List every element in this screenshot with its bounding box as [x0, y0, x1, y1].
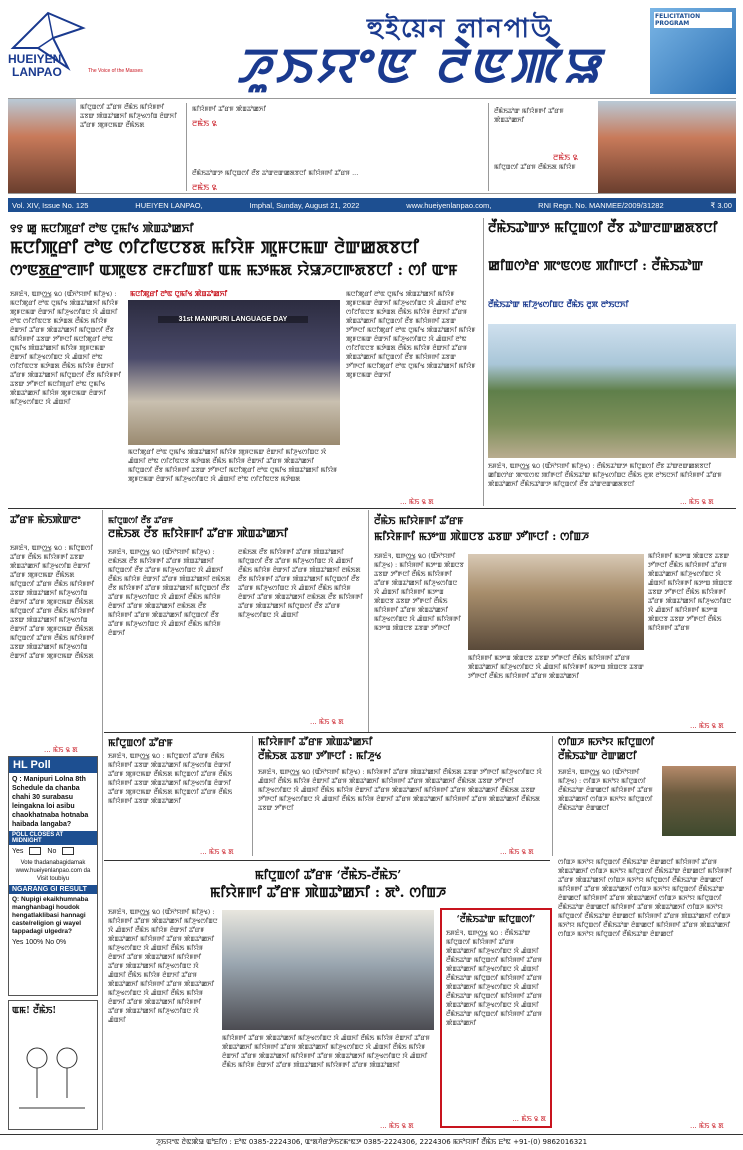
festival-promo: [650, 8, 736, 94]
teaser-2-text: ꯃꯤꯌꯥꯝꯒꯤ ꯊꯧꯔꯝ ꯄꯥꯡꯊꯣꯀꯈꯤ: [192, 105, 266, 113]
right-lead-photo: [488, 324, 736, 458]
bottom-story-continued[interactable]: ... ꯃꯥꯏ ꯲ ꯗ: [380, 1122, 414, 1130]
right-lead-headline-1: ꯂꯩꯃꯥꯏꯊꯣꯛꯇ ꯃꯤꯅꯨꯡꯁꯤ ꯂꯩꯕ ꯊꯣꯛꯂꯛꯀꯗꯕꯅꯤ: [488, 221, 718, 236]
poll-option-yes-checkbox[interactable]: [29, 847, 41, 855]
low-right-headline-1: ꯁꯤꯡꯍ ꯃꯈꯣꯌ ꯃꯤꯅꯨꯡꯁꯤ: [558, 737, 655, 748]
teaser-4-text: ꯂꯩꯃꯥꯏꯊꯣꯛ ꯃꯤꯌꯥꯝꯒꯤ ꯊꯧꯔꯝ ꯄꯥꯡꯊꯣꯀꯈꯤ: [494, 107, 564, 124]
teaser-photo-2: [598, 101, 736, 193]
low-right-photo: [662, 766, 736, 836]
teaser-3-text: ꯂꯩꯃꯥꯏꯊꯣꯛꯇ ꯃꯤꯅꯨꯡꯁꯤ ꯂꯩꯕ ꯊꯣꯛꯂꯛꯀꯗꯕꯅꯤ ꯃꯤꯌꯥꯝꯒꯤ ꯊꯧꯔꯝ ...: [192, 169, 359, 177]
logo-tagline: The Voice of the Masses: [88, 68, 143, 74]
left-brief-headline: ꯊꯧꯔꯝ ꯃꯥꯏꯄꯥꯛꯂꯦ: [10, 515, 81, 526]
low-left-headline: ꯃꯤꯅꯨꯡꯁꯤ ꯊꯧꯔꯝ: [108, 738, 173, 749]
low-right-headline-2: ꯂꯩꯃꯥꯏꯊꯣꯛ ꯂꯥꯛꯀꯅꯤ: [558, 751, 637, 762]
right-mid-continued[interactable]: ... ꯃꯥꯏ ꯲ ꯗ: [690, 722, 724, 730]
bottom-story-kicker: ꯃꯤꯅꯨꯡꯁꯤ ꯊꯧꯔꯝ ‘ꯂꯩꯃꯥꯏ-ꯂꯩꯃꯥꯏ’: [254, 868, 402, 882]
low-center-headline-2: ꯂꯩꯃꯥꯏꯗ ꯊꯕꯛ ꯇꯧꯒꯅꯤ : ꯃꯤꯍꯨꯠ: [258, 751, 382, 762]
teaser-3-ref[interactable]: ꯂꯃꯥꯏ ꯲: [192, 183, 217, 192]
right-mid-col-1: ꯏꯝꯐꯥꯜ, ꯑꯒꯁ꯭ꯠ ꯲꯰ (ꯑꯩꯈꯣꯌꯒꯤ ꯃꯤꯍꯨꯠ) : ꯃꯤꯌꯥꯝꯒꯤ ꯃꯇꯦꯡ ꯄꯥꯡꯅꯕ ꯊꯕꯛ ꯇꯧꯒꯅꯤ ꯂꯩꯃꯥꯏ ꯃꯤꯌꯥꯝꯒꯤ ꯊꯧꯔꯝ ꯄꯥꯡꯊꯣꯀꯈꯤ ꯃꯤꯍꯨꯠꯁꯤꯡꯅ ꯋꯥ ꯉꯥꯡꯈꯤ ꯃꯤꯌꯥꯝꯒꯤ ꯃꯇꯦꯡ ꯄꯥꯡꯅꯕ ꯊꯕꯛ ꯇꯧꯒꯅꯤ ꯂꯩꯃꯥꯏ ꯃꯤꯌꯥꯝꯒꯤ ꯊꯧꯔꯝ ꯄꯥꯡꯊꯣꯀꯈꯤ ꯃꯤꯍꯨꯠꯁꯤꯡꯅ ꯋꯥ ꯉꯥꯡꯈꯤ ꯃꯤꯌꯥꯝꯒꯤ ꯃꯇꯦꯡ ꯄꯥꯡꯅꯕ ꯊꯕꯛ ꯇꯧꯒꯅꯤ: [374, 552, 464, 632]
right-lead-continued[interactable]: ... ꯃꯥꯏ ꯲ ꯗ: [680, 498, 714, 506]
right-mid-headline: ꯃꯤꯌꯥꯝꯒꯤ ꯃꯇꯦꯡ ꯄꯥꯡꯅꯕ ꯊꯕꯛ ꯇꯧꯒꯅꯤ : ꯁꯤꯡꯍ: [374, 530, 590, 543]
lead-continued[interactable]: ... ꯃꯥꯏ ꯲ ꯗ: [400, 498, 434, 506]
poll-closes: POLL CLOSES AT MIDNIGHT: [9, 831, 97, 845]
lead-headline-2: ꯁꯦꯟꯗ꯭ꯔꯦꯂꯒꯤ ꯑꯄꯨꯟꯕ ꯂꯝꯖꯤꯡꯕꯤ ꯑꯃ ꯃꯇꯃꯗ ꯌꯥꯎꯍꯅꯒꯗꯕꯅꯤ : ꯁꯤ ꯑꯦꯝ: [10, 261, 458, 279]
bottom-right-continued[interactable]: ... ꯃꯥꯏ ꯲ ꯗ: [512, 1115, 546, 1123]
low-center-dateline: ꯏꯝꯐꯥꯜ, ꯑꯒꯁ꯭ꯠ ꯲꯰ (ꯑꯩꯈꯣꯌꯒꯤ ꯃꯤꯍꯨꯠ) :: [258, 768, 365, 776]
right-mid-kicker: ꯂꯩꯃꯥꯏ ꯃꯤꯌꯥꯝꯒꯤ ꯊꯧꯔꯝ: [374, 516, 464, 527]
lead-photo: [128, 300, 340, 445]
mid-story-headline: ꯂꯃꯥꯏꯗ ꯂꯩꯕ ꯃꯤꯌꯥꯝꯒꯤ ꯊꯧꯔꯝ ꯄꯥꯡꯊꯣꯀꯈꯤ: [108, 527, 288, 540]
lead-body-col-1: ꯏꯝꯐꯥꯜ, ꯑꯒꯁ꯭ꯠ ꯲꯰ (ꯑꯩꯈꯣꯌꯒꯤ ꯃꯤꯍꯨꯠ) : ꯃꯅꯤꯄꯨꯔꯤ ꯂꯣꯟ ꯅꯨꯃꯤꯠ ꯄꯥꯡꯊꯣꯀꯈꯤ ꯃꯤꯌꯥꯝ ꯄꯨꯝꯅꯃꯛ ꯂꯥꯛꯈꯤ ꯃꯤꯍꯨꯠꯁꯤꯡꯅ ꯋꯥ ꯉꯥꯡꯈꯤ ꯂꯣꯟ ꯁꯤꯖꯤꯟꯅꯕ ꯃꯇꯥꯡꯗ ꯂꯩꯃꯥꯏ ꯃꯤꯌꯥꯝ ꯂꯥꯛꯈꯤ ꯊꯧꯔꯝ ꯄꯥꯡꯊꯣꯀꯈꯤ ꯃꯤꯅꯨꯡꯁꯤ ꯂꯩꯕ ꯃꯤꯌꯥꯝꯒꯤ ꯊꯕꯛ ꯇꯧꯒꯅꯤ ꯃꯅꯤꯄꯨꯔꯤ ꯂꯣꯟ ꯅꯨꯃꯤꯠ ꯄꯥꯡꯊꯣꯀꯈꯤ ꯃꯤꯌꯥꯝ ꯄꯨꯝꯅꯃꯛ ꯂꯥꯛꯈꯤ ꯃꯤꯍꯨꯠꯁꯤꯡꯅ ꯋꯥ ꯉꯥꯡꯈꯤ ꯂꯣꯟ ꯁꯤꯖꯤꯟꯅꯕ ꯃꯇꯥꯡꯗ ꯂꯩꯃꯥꯏ ꯃꯤꯌꯥꯝ ꯂꯥꯛꯈꯤ ꯊꯧꯔꯝ ꯄꯥꯡꯊꯣꯀꯈꯤ ꯃꯤꯅꯨꯡꯁꯤ ꯂꯩꯕ ꯃꯤꯌꯥꯝꯒꯤ ꯊꯕꯛ ꯇꯧꯒꯅꯤ ꯃꯅꯤꯄꯨꯔꯤ ꯂꯣꯟ ꯅꯨꯃꯤꯠ ꯄꯥꯡꯊꯣꯀꯈꯤ ꯃꯤꯌꯥꯝ ꯄꯨꯝꯅꯃꯛ ꯂꯥꯛꯈꯤ ꯃꯤꯍꯨꯠꯁꯤꯡꯅ ꯋꯥ ꯉꯥꯡꯈꯤ: [10, 290, 121, 406]
teaser-5-text: ꯃꯤꯅꯨꯡꯁꯤ ꯊꯧꯔꯝ ꯂꯩꯃꯥꯏꯗ ꯃꯤꯌꯥꯝ: [494, 163, 576, 171]
bottom-story-col-1: ꯏꯝꯐꯥꯜ, ꯑꯒꯁ꯭ꯠ ꯲꯰ (ꯑꯩꯈꯣꯌꯒꯤ ꯃꯤꯍꯨꯠ) : ꯃꯤꯌꯥꯝꯒꯤ ꯊꯧꯔꯝ ꯄꯥꯡꯊꯣꯀꯈꯤ ꯃꯤꯍꯨꯠꯁꯤꯡꯅ ꯋꯥ ꯉꯥꯡꯈꯤ ꯂꯩꯃꯥꯏ ꯃꯤꯌꯥꯝ ꯂꯥꯛꯈꯤ ꯊꯧꯔꯝ ꯄꯥꯡꯊꯣꯀꯈꯤ ꯃꯤꯌꯥꯝꯒꯤ ꯊꯧꯔꯝ ꯄꯥꯡꯊꯣꯀꯈꯤ ꯃꯤꯍꯨꯠꯁꯤꯡꯅ ꯋꯥ ꯉꯥꯡꯈꯤ ꯂꯩꯃꯥꯏ ꯃꯤꯌꯥꯝ ꯂꯥꯛꯈꯤ ꯊꯧꯔꯝ ꯄꯥꯡꯊꯣꯀꯈꯤ ꯃꯤꯌꯥꯝꯒꯤ ꯊꯧꯔꯝ ꯄꯥꯡꯊꯣꯀꯈꯤ ꯃꯤꯍꯨꯠꯁꯤꯡꯅ ꯋꯥ ꯉꯥꯡꯈꯤ ꯂꯩꯃꯥꯏ ꯃꯤꯌꯥꯝ ꯂꯥꯛꯈꯤ ꯊꯧꯔꯝ ꯄꯥꯡꯊꯣꯀꯈꯤ ꯃꯤꯌꯥꯝꯒꯤ ꯊꯧꯔꯝ ꯄꯥꯡꯊꯣꯀꯈꯤ ꯃꯤꯍꯨꯠꯁꯤꯡꯅ ꯋꯥ ꯉꯥꯡꯈꯤ ꯂꯩꯃꯥꯏ ꯃꯤꯌꯥꯝ ꯂꯥꯛꯈꯤ ꯊꯧꯔꯝ ꯄꯥꯡꯊꯣꯀꯈꯤ ꯃꯤꯌꯥꯝꯒꯤ ꯊꯧꯔꯝ ꯄꯥꯡꯊꯣꯀꯈꯤ ꯃꯤꯍꯨꯠꯁꯤꯡꯅ ꯋꯥ ꯉꯥꯡꯈꯤ: [108, 908, 218, 1024]
cartoon-title: ꯑꯃ! ꯂꯩꯃꯥꯏ!: [12, 1006, 57, 1016]
poll-result-values: Yes 100% No 0%: [12, 939, 67, 946]
low-center-body: ꯏꯝꯐꯥꯜ, ꯑꯒꯁ꯭ꯠ ꯲꯰ (ꯑꯩꯈꯣꯌꯒꯤ ꯃꯤꯍꯨꯠ) : ꯃꯤꯌꯥꯝꯒꯤ ꯊꯧꯔꯝ ꯄꯥꯡꯊꯣꯀꯈꯤ ꯂꯩꯃꯥꯏꯗ ꯊꯕꯛ ꯇꯧꯒꯅꯤ ꯃꯤꯍꯨꯠꯁꯤꯡꯅ ꯋꯥ ꯉꯥꯡꯈꯤ ꯂꯩꯃꯥꯏ ꯃꯤꯌꯥꯝ ꯂꯥꯛꯈꯤ ꯊꯧꯔꯝ ꯄꯥꯡꯊꯣꯀꯈꯤ ꯃꯤꯌꯥꯝꯒꯤ ꯊꯧꯔꯝ ꯄꯥꯡꯊꯣꯀꯈꯤ ꯂꯩꯃꯥꯏꯗ ꯊꯕꯛ ꯇꯧꯒꯅꯤ ꯃꯤꯍꯨꯠꯁꯤꯡꯅ ꯋꯥ ꯉꯥꯡꯈꯤ ꯂꯩꯃꯥꯏ ꯃꯤꯌꯥꯝ ꯂꯥꯛꯈꯤ ꯊꯧꯔꯝ ꯄꯥꯡꯊꯣꯀꯈꯤ ꯃꯤꯌꯥꯝꯒꯤ ꯊꯧꯔꯝ ꯄꯥꯡꯊꯣꯀꯈꯤ ꯂꯩꯃꯥꯏꯗ ꯊꯕꯛ ꯇꯧꯒꯅꯤ ꯃꯤꯍꯨꯠꯁꯤꯡꯅ ꯋꯥ ꯉꯥꯡꯈꯤ ꯂꯩꯃꯥꯏ ꯃꯤꯌꯥꯝ ꯂꯥꯛꯈꯤ ꯊꯧꯔꯝ ꯄꯥꯡꯊꯣꯀꯈꯤ ꯃꯤꯌꯥꯝꯒꯤ ꯊꯧꯔꯝ ꯄꯥꯡꯊꯣꯀꯈꯤ ꯂꯩꯃꯥꯏꯗ ꯊꯕꯛ ꯇꯧꯒꯅꯤ: [258, 768, 542, 812]
bottom-right-headline: ‘ꯂꯩꯃꯥꯏꯊꯣꯛ ꯃꯤꯅꯨꯡꯁꯤ’: [456, 915, 536, 925]
right-mid-photo: [468, 554, 644, 650]
lead-kicker: ꯱꯱ ꯀꯨ ꯃꯅꯤꯄꯨꯔꯤ ꯂꯣꯟ ꯅꯨꯃꯤꯠ ꯄꯥꯡꯊꯣꯀꯈꯤ: [10, 222, 194, 235]
poll-result-title: NGARANG GI RESULT: [9, 885, 97, 894]
poll-question: Q : Manipuri Lolna 8th Schedule da chanba chahi 30 surabasu leingakna loi asibu chaokhatnaba hotnaba haibada langaba?: [12, 776, 89, 828]
website-link[interactable]: www.hueiyenlanpao.com,: [406, 200, 492, 210]
low-left-body: ꯏꯝꯐꯥꯜ, ꯑꯒꯁ꯭ꯠ ꯲꯰ : ꯃꯤꯅꯨꯡꯁꯤ ꯊꯧꯔꯝ ꯂꯩꯃꯥꯏ ꯃꯤꯌꯥꯝꯒꯤ ꯊꯕꯛ ꯄꯥꯡꯊꯣꯀꯈꯤ ꯃꯤꯍꯨꯠꯁꯤꯡ ꯂꯥꯛꯈꯤ ꯊꯧꯔꯝ ꯄꯨꯝꯅꯃꯛ ꯂꯩꯃꯥꯏꯗ ꯃꯤꯅꯨꯡꯁꯤ ꯊꯧꯔꯝ ꯂꯩꯃꯥꯏ ꯃꯤꯌꯥꯝꯒꯤ ꯊꯕꯛ ꯄꯥꯡꯊꯣꯀꯈꯤ ꯃꯤꯍꯨꯠꯁꯤꯡ ꯂꯥꯛꯈꯤ ꯊꯧꯔꯝ ꯄꯨꯝꯅꯃꯛ ꯂꯩꯃꯥꯏꯗ ꯃꯤꯅꯨꯡꯁꯤ ꯊꯧꯔꯝ ꯂꯩꯃꯥꯏ ꯃꯤꯌꯥꯝꯒꯤ ꯊꯕꯛ ꯄꯥꯡꯊꯣꯀꯈꯤ: [108, 752, 233, 805]
mid-story-dateline: ꯏꯝꯐꯥꯜ, ꯑꯒꯁ꯭ꯠ ꯲꯰ (ꯑꯩꯈꯣꯌꯒꯤ ꯃꯤꯍꯨꯠ) :: [108, 548, 215, 556]
bottom-story-photo: [222, 910, 434, 1030]
bottom-story-headline: ꯃꯤꯌꯥꯝꯒꯤ ꯊꯧꯔꯝ ꯄꯥꯡꯊꯣꯀꯈꯤ : ꯗꯣ. ꯁꯤꯡꯍ: [209, 885, 447, 901]
bottom-right-box: [440, 908, 552, 1128]
issue-date: Imphal, Sunday, August 21, 2022: [249, 200, 360, 210]
lead-dateline: ꯏꯝꯐꯥꯜ, ꯑꯒꯁ꯭ꯠ ꯲꯰ (ꯑꯩꯈꯣꯌꯒꯤ ꯃꯤꯍꯨꯠ) :: [10, 290, 117, 298]
low-left-dateline: ꯏꯝꯐꯥꯜ, ꯑꯒꯁ꯭ꯠ ꯲꯰ :: [108, 752, 165, 760]
lead-photo-caption: ꯃꯅꯤꯄꯨꯔꯤ ꯂꯣꯟ ꯅꯨꯃꯤꯠ ꯄꯥꯡꯊꯣꯀꯈꯤ: [130, 290, 228, 298]
lead-body-col-3: ꯃꯅꯤꯄꯨꯔꯤ ꯂꯣꯟ ꯅꯨꯃꯤꯠ ꯄꯥꯡꯊꯣꯀꯈꯤ ꯃꯤꯌꯥꯝ ꯄꯨꯝꯅꯃꯛ ꯂꯥꯛꯈꯤ ꯃꯤꯍꯨꯠꯁꯤꯡꯅ ꯋꯥ ꯉꯥꯡꯈꯤ ꯂꯣꯟ ꯁꯤꯖꯤꯟꯅꯕ ꯃꯇꯥꯡꯗ ꯂꯩꯃꯥꯏ ꯃꯤꯌꯥꯝ ꯂꯥꯛꯈꯤ ꯊꯧꯔꯝ ꯄꯥꯡꯊꯣꯀꯈꯤ ꯃꯤꯅꯨꯡꯁꯤ ꯂꯩꯕ ꯃꯤꯌꯥꯝꯒꯤ ꯊꯕꯛ ꯇꯧꯒꯅꯤ ꯃꯅꯤꯄꯨꯔꯤ ꯂꯣꯟ ꯅꯨꯃꯤꯠ ꯄꯥꯡꯊꯣꯀꯈꯤ ꯃꯤꯌꯥꯝ ꯄꯨꯝꯅꯃꯛ ꯂꯥꯛꯈꯤ ꯃꯤꯍꯨꯠꯁꯤꯡꯅ ꯋꯥ ꯉꯥꯡꯈꯤ ꯂꯣꯟ ꯁꯤꯖꯤꯟꯅꯕ ꯃꯇꯥꯡꯗ ꯂꯩꯃꯥꯏ ꯃꯤꯌꯥꯝ ꯂꯥꯛꯈꯤ ꯊꯧꯔꯝ ꯄꯥꯡꯊꯣꯀꯈꯤ ꯃꯤꯅꯨꯡꯁꯤ ꯂꯩꯕ ꯃꯤꯌꯥꯝꯒꯤ ꯊꯕꯛ ꯇꯧꯒꯅꯤ ꯃꯅꯤꯄꯨꯔꯤ ꯂꯣꯟ ꯅꯨꯃꯤꯠ ꯄꯥꯡꯊꯣꯀꯈꯤ ꯃꯤꯌꯥꯝ ꯄꯨꯝꯅꯃꯛ ꯂꯥꯛꯈꯤ: [346, 290, 476, 379]
teaser-photo-1: [8, 99, 76, 193]
right-mid-col-3: ꯃꯤꯌꯥꯝꯒꯤ ꯃꯇꯦꯡ ꯄꯥꯡꯅꯕ ꯊꯕꯛ ꯇꯧꯒꯅꯤ ꯂꯩꯃꯥꯏ ꯃꯤꯌꯥꯝꯒꯤ ꯊꯧꯔꯝ ꯄꯥꯡꯊꯣꯀꯈꯤ ꯃꯤꯍꯨꯠꯁꯤꯡꯅ ꯋꯥ ꯉꯥꯡꯈꯤ ꯃꯤꯌꯥꯝꯒꯤ ꯃꯇꯦꯡ ꯄꯥꯡꯅꯕ ꯊꯕꯛ ꯇꯧꯒꯅꯤ ꯂꯩꯃꯥꯏ ꯃꯤꯌꯥꯝꯒꯤ ꯊꯧꯔꯝ ꯄꯥꯡꯊꯣꯀꯈꯤ ꯃꯤꯍꯨꯠꯁꯤꯡꯅ ꯋꯥ ꯉꯥꯡꯈꯤ ꯃꯤꯌꯥꯝꯒꯤ ꯃꯇꯦꯡ ꯄꯥꯡꯅꯕ ꯊꯕꯛ ꯇꯧꯒꯅꯤ ꯂꯩꯃꯥꯏ ꯃꯤꯌꯥꯝꯒꯤ ꯊꯧꯔꯝ: [648, 552, 733, 632]
poll-option-no-checkbox[interactable]: [62, 847, 74, 855]
rni-number: RNI Regn. No. MANMEE/2009/31282: [538, 200, 664, 210]
teaser-2-ref[interactable]: ꯂꯃꯥꯏ ꯲: [192, 119, 217, 128]
mid-story-col-1: ꯏꯝꯐꯥꯜ, ꯑꯒꯁ꯭ꯠ ꯲꯰ (ꯑꯩꯈꯣꯌꯒꯤ ꯃꯤꯍꯨꯠ) : ꯂꯃꯥꯏꯗ ꯂꯩꯕ ꯃꯤꯌꯥꯝꯒꯤ ꯊꯧꯔꯝ ꯄꯥꯡꯊꯣꯀꯈꯤ ꯃꯤꯅꯨꯡꯁꯤ ꯂꯩꯕ ꯊꯧꯔꯝ ꯃꯤꯍꯨꯠꯁꯤꯡꯅ ꯋꯥ ꯉꯥꯡꯈꯤ ꯂꯩꯃꯥꯏ ꯃꯤꯌꯥꯝ ꯂꯥꯛꯈꯤ ꯊꯧꯔꯝ ꯄꯥꯡꯊꯣꯀꯈꯤ ꯂꯃꯥꯏꯗ ꯂꯩꯕ ꯃꯤꯌꯥꯝꯒꯤ ꯊꯧꯔꯝ ꯄꯥꯡꯊꯣꯀꯈꯤ ꯃꯤꯅꯨꯡꯁꯤ ꯂꯩꯕ ꯊꯧꯔꯝ ꯃꯤꯍꯨꯠꯁꯤꯡꯅ ꯋꯥ ꯉꯥꯡꯈꯤ ꯂꯩꯃꯥꯏ ꯃꯤꯌꯥꯝ ꯂꯥꯛꯈꯤ ꯊꯧꯔꯝ ꯄꯥꯡꯊꯣꯀꯈꯤ ꯂꯃꯥꯏꯗ ꯂꯩꯕ ꯃꯤꯌꯥꯝꯒꯤ ꯊꯧꯔꯝ ꯄꯥꯡꯊꯣꯀꯈꯤ ꯃꯤꯅꯨꯡꯁꯤ ꯂꯩꯕ ꯊꯧꯔꯝ ꯃꯤꯍꯨꯠꯁꯤꯡꯅ ꯋꯥ ꯉꯥꯡꯈꯤ ꯂꯩꯃꯥꯏ ꯃꯤꯌꯥꯝ ꯂꯥꯛꯈꯤ: [108, 548, 231, 637]
footer-contact: ꯍꯨꯏꯌꯦꯟ ꯂꯥꯟꯄꯥꯎ ꯑꯣꯐꯤꯁ : ꯐꯣꯟ 0385-2224306, ꯑꯦꯗꯚꯥꯔꯇꯥꯏꯖꯃꯦꯟꯇ 0385-2224306, 2224306 ꯃꯈꯣꯌꯒꯤ ꯂꯩꯃꯥꯏ ꯐꯣꯟ +91-(0) 9862016321: [0, 1134, 743, 1150]
festival-label: FELICITATION PROGRAM: [654, 12, 732, 28]
bottom-right-dateline: ꯏꯝꯐꯥꯜ, ꯑꯒꯁ꯭ꯠ ꯲꯰ :: [446, 929, 503, 937]
right-lead-deck: ꯂꯩꯃꯥꯏꯊꯣꯛ ꯃꯤꯍꯨꯠꯁꯤꯡꯅ ꯂꯩꯃꯥꯏ ꯂꯨꯞ ꯂꯣꯏꯅꯈꯤ: [488, 300, 629, 309]
cartoon-illustration-icon: [9, 1018, 95, 1118]
poll-option-yes-label: Yes: [12, 847, 24, 855]
mid-story-kicker: ꯃꯤꯅꯨꯡꯁꯤ ꯂꯩꯕ ꯊꯧꯔꯝ: [108, 515, 174, 525]
low-right-continued[interactable]: ... ꯃꯥꯏ ꯲ ꯗ: [690, 1122, 724, 1130]
teaser-1-text: ꯃꯤꯅꯨꯡꯁꯤ ꯊꯧꯔꯝ ꯂꯩꯃꯥꯏ ꯃꯤꯌꯥꯝꯒꯤ ꯊꯕꯛ ꯄꯥꯡꯊꯣꯀꯈꯤ ꯃꯤꯍꯨꯠꯁꯤꯡ ꯂꯥꯛꯈꯤ ꯊꯧꯔꯝ ꯄꯨꯝꯅꯃꯛ ꯂꯩꯃꯥꯏꯗ: [80, 103, 177, 129]
paper-name: HUEIYEN LANPAO,: [135, 200, 203, 210]
logo-name-2: LANPAO: [12, 65, 62, 79]
right-lead-body: ꯏꯝꯐꯥꯜ, ꯑꯒꯁ꯭ꯠ ꯲꯰ (ꯑꯩꯈꯣꯌꯒꯤ ꯃꯤꯍꯨꯠ) : ꯂꯩꯃꯥꯏꯊꯣꯛꯇ ꯃꯤꯅꯨꯡꯁꯤ ꯂꯩꯕ ꯊꯣꯛꯂꯛꯀꯗꯕꯅꯤ ꯀꯤꯡꯁꯣꯔ ꯄꯦꯟꯁꯟ ꯄꯤꯒꯅꯤ ꯂꯩꯃꯥꯏꯊꯣꯛ ꯃꯤꯍꯨꯠꯁꯤꯡꯅ ꯂꯩꯃꯥꯏ ꯂꯨꯞ ꯂꯣꯏꯅꯈꯤ ꯃꯤꯌꯥꯝꯒꯤ ꯊꯧꯔꯝ ꯄꯥꯡꯊꯣꯀꯈꯤ ꯂꯩꯃꯥꯏꯊꯣꯛꯇ ꯃꯤꯅꯨꯡꯁꯤ ꯂꯩꯕ ꯊꯣꯛꯂꯛꯀꯗꯕꯅꯤ: [488, 462, 722, 488]
bottom-story-col-2: ꯃꯤꯌꯥꯝꯒꯤ ꯊꯧꯔꯝ ꯄꯥꯡꯊꯣꯀꯈꯤ ꯃꯤꯍꯨꯠꯁꯤꯡꯅ ꯋꯥ ꯉꯥꯡꯈꯤ ꯂꯩꯃꯥꯏ ꯃꯤꯌꯥꯝ ꯂꯥꯛꯈꯤ ꯊꯧꯔꯝ ꯄꯥꯡꯊꯣꯀꯈꯤ ꯃꯤꯌꯥꯝꯒꯤ ꯊꯧꯔꯝ ꯄꯥꯡꯊꯣꯀꯈꯤ ꯃꯤꯍꯨꯠꯁꯤꯡꯅ ꯋꯥ ꯉꯥꯡꯈꯤ ꯂꯩꯃꯥꯏ ꯃꯤꯌꯥꯝ ꯂꯥꯛꯈꯤ ꯊꯧꯔꯝ ꯄꯥꯡꯊꯣꯀꯈꯤ ꯃꯤꯌꯥꯝꯒꯤ ꯊꯧꯔꯝ ꯄꯥꯡꯊꯣꯀꯈꯤ ꯃꯤꯍꯨꯠꯁꯤꯡꯅ ꯋꯥ ꯉꯥꯡꯈꯤ ꯂꯩꯃꯥꯏ ꯃꯤꯌꯥꯝ ꯂꯥꯛꯈꯤ ꯊꯧꯔꯝ ꯄꯥꯡꯊꯣꯀꯈꯤ ꯃꯤꯌꯥꯝꯒꯤ ꯊꯧꯔꯝ ꯄꯥꯡꯊꯣꯀꯈꯤ: [222, 1034, 430, 1069]
low-center-continued[interactable]: ... ꯃꯥꯏ ꯲ ꯗ: [500, 848, 534, 856]
bottom-right-body: ꯏꯝꯐꯥꯜ, ꯑꯒꯁ꯭ꯠ ꯲꯰ : ꯂꯩꯃꯥꯏꯊꯣꯛ ꯃꯤꯅꯨꯡꯁꯤ ꯃꯤꯌꯥꯝꯒꯤ ꯊꯧꯔꯝ ꯄꯥꯡꯊꯣꯀꯈꯤ ꯃꯤꯍꯨꯠꯁꯤꯡꯅ ꯋꯥ ꯉꯥꯡꯈꯤ ꯂꯩꯃꯥꯏꯊꯣꯛ ꯃꯤꯅꯨꯡꯁꯤ ꯃꯤꯌꯥꯝꯒꯤ ꯊꯧꯔꯝ ꯄꯥꯡꯊꯣꯀꯈꯤ ꯃꯤꯍꯨꯠꯁꯤꯡꯅ ꯋꯥ ꯉꯥꯡꯈꯤ ꯂꯩꯃꯥꯏꯊꯣꯛ ꯃꯤꯅꯨꯡꯁꯤ ꯃꯤꯌꯥꯝꯒꯤ ꯊꯧꯔꯝ ꯄꯥꯡꯊꯣꯀꯈꯤ ꯃꯤꯍꯨꯠꯁꯤꯡꯅ ꯋꯥ ꯉꯥꯡꯈꯤ ꯂꯩꯃꯥꯏꯊꯣꯛ ꯃꯤꯅꯨꯡꯁꯤ ꯃꯤꯌꯥꯝꯒꯤ ꯊꯧꯔꯝ ꯄꯥꯡꯊꯣꯀꯈꯤ ꯃꯤꯍꯨꯠꯁꯤꯡꯅ ꯋꯥ ꯉꯥꯡꯈꯤ ꯂꯩꯃꯥꯏꯊꯣꯛ ꯃꯤꯅꯨꯡꯁꯤ ꯃꯤꯌꯥꯝꯒꯤ ꯊꯧꯔꯝ ꯄꯥꯡꯊꯣꯀꯈꯤ: [446, 929, 543, 1027]
right-mid-dateline: ꯏꯝꯐꯥꯜ, ꯑꯒꯁ꯭ꯠ ꯲꯰ (ꯑꯩꯈꯣꯌꯒꯤ ꯃꯤꯍꯨꯠ) :: [374, 552, 456, 569]
lead-headline-1: ꯃꯅꯤꯄꯨꯔꯤ ꯂꯣꯟ ꯁꯤꯖꯤꯟꯅꯕꯗ ꯃꯤꯌꯥꯝ ꯄꯨꯝꯅꯃꯛ ꯂꯥꯛꯀꯗꯕꯅꯤ: [10, 238, 419, 258]
bottom-story-dateline: ꯏꯝꯐꯥꯜ, ꯑꯒꯁ꯭ꯠ ꯲꯰ (ꯑꯩꯈꯣꯌꯒꯤ ꯃꯤꯍꯨꯠ) :: [108, 908, 215, 916]
left-brief-body: ꯏꯝꯐꯥꯜ, ꯑꯒꯁ꯭ꯠ ꯲꯰ : ꯃꯤꯅꯨꯡꯁꯤ ꯊꯧꯔꯝ ꯂꯩꯃꯥꯏ ꯃꯤꯌꯥꯝꯒꯤ ꯊꯕꯛ ꯄꯥꯡꯊꯣꯀꯈꯤ ꯃꯤꯍꯨꯠꯁꯤꯡ ꯂꯥꯛꯈꯤ ꯊꯧꯔꯝ ꯄꯨꯝꯅꯃꯛ ꯂꯩꯃꯥꯏꯗ ꯃꯤꯅꯨꯡꯁꯤ ꯊꯧꯔꯝ ꯂꯩꯃꯥꯏ ꯃꯤꯌꯥꯝꯒꯤ ꯊꯕꯛ ꯄꯥꯡꯊꯣꯀꯈꯤ ꯃꯤꯍꯨꯠꯁꯤꯡ ꯂꯥꯛꯈꯤ ꯊꯧꯔꯝ ꯄꯨꯝꯅꯃꯛ ꯂꯩꯃꯥꯏꯗ ꯃꯤꯅꯨꯡꯁꯤ ꯊꯧꯔꯝ ꯂꯩꯃꯥꯏ ꯃꯤꯌꯥꯝꯒꯤ ꯊꯕꯛ ꯄꯥꯡꯊꯣꯀꯈꯤ ꯃꯤꯍꯨꯠꯁꯤꯡ ꯂꯥꯛꯈꯤ ꯊꯧꯔꯝ ꯄꯨꯝꯅꯃꯛ ꯂꯩꯃꯥꯏꯗ ꯃꯤꯅꯨꯡꯁꯤ ꯊꯧꯔꯝ ꯂꯩꯃꯥꯏ ꯃꯤꯌꯥꯝꯒꯤ ꯊꯕꯛ ꯄꯥꯡꯊꯣꯀꯈꯤ ꯃꯤꯍꯨꯠꯁꯤꯡ ꯂꯥꯛꯈꯤ ꯊꯧꯔꯝ ꯄꯨꯝꯅꯃꯛ ꯂꯩꯃꯥꯏꯗ: [10, 544, 95, 660]
low-left-continued[interactable]: ... ꯃꯥꯏ ꯲ ꯗ: [200, 848, 234, 856]
right-mid-col-2: ꯃꯤꯌꯥꯝꯒꯤ ꯃꯇꯦꯡ ꯄꯥꯡꯅꯕ ꯊꯕꯛ ꯇꯧꯒꯅꯤ ꯂꯩꯃꯥꯏ ꯃꯤꯌꯥꯝꯒꯤ ꯊꯧꯔꯝ ꯄꯥꯡꯊꯣꯀꯈꯤ ꯃꯤꯍꯨꯠꯁꯤꯡꯅ ꯋꯥ ꯉꯥꯡꯈꯤ ꯃꯤꯌꯥꯝꯒꯤ ꯃꯇꯦꯡ ꯄꯥꯡꯅꯕ ꯊꯕꯛ ꯇꯧꯒꯅꯤ ꯂꯩꯃꯥꯏ ꯃꯤꯌꯥꯝꯒꯤ ꯊꯧꯔꯝ ꯄꯥꯡꯊꯣꯀꯈꯤ: [468, 654, 644, 680]
poll-option-no-label: No: [47, 847, 57, 855]
right-lead-dateline: ꯏꯝꯐꯥꯜ, ꯑꯒꯁ꯭ꯠ ꯲꯰ (ꯑꯩꯈꯣꯌꯒꯤ ꯃꯤꯍꯨꯠ) :: [488, 462, 595, 470]
masthead-title-bengali: হুইয়েন লানপাউ: [366, 14, 554, 44]
poll-result-question: Q: Nupigi ekaikhumnaba manghanbagi houdok hengatlaklibasi hannagi caste/religion gi wayel tappadagi ulgedra?: [12, 896, 89, 935]
poll-title: HL Poll: [9, 757, 97, 773]
poll-box: [8, 756, 98, 996]
left-brief-dateline: ꯏꯝꯐꯥꯜ, ꯑꯒꯁ꯭ꯠ ꯲꯰ :: [10, 544, 67, 552]
volume-issue: Vol. XIV, Issue No. 125: [12, 200, 89, 210]
lead-body-col-2: ꯃꯅꯤꯄꯨꯔꯤ ꯂꯣꯟ ꯅꯨꯃꯤꯠ ꯄꯥꯡꯊꯣꯀꯈꯤ ꯃꯤꯌꯥꯝ ꯄꯨꯝꯅꯃꯛ ꯂꯥꯛꯈꯤ ꯃꯤꯍꯨꯠꯁꯤꯡꯅ ꯋꯥ ꯉꯥꯡꯈꯤ ꯂꯣꯟ ꯁꯤꯖꯤꯟꯅꯕ ꯃꯇꯥꯡꯗ ꯂꯩꯃꯥꯏ ꯃꯤꯌꯥꯝ ꯂꯥꯛꯈꯤ ꯊꯧꯔꯝ ꯄꯥꯡꯊꯣꯀꯈꯤ ꯃꯤꯅꯨꯡꯁꯤ ꯂꯩꯕ ꯃꯤꯌꯥꯝꯒꯤ ꯊꯕꯛ ꯇꯧꯒꯅꯤ ꯃꯅꯤꯄꯨꯔꯤ ꯂꯣꯟ ꯅꯨꯃꯤꯠ ꯄꯥꯡꯊꯣꯀꯈꯤ ꯃꯤꯌꯥꯝ ꯄꯨꯝꯅꯃꯛ ꯂꯥꯛꯈꯤ ꯃꯤꯍꯨꯠꯁꯤꯡꯅ ꯋꯥ ꯉꯥꯡꯈꯤ ꯂꯣꯟ ꯁꯤꯖꯤꯟꯅꯕ ꯃꯇꯥꯡꯗ: [128, 448, 338, 483]
right-lead-headline-2: ꯀꯤꯡꯁꯣꯔ ꯄꯦꯟꯁꯟ ꯄꯤꯒꯅꯤ : ꯂꯩꯃꯥꯏꯊꯣꯛ: [488, 259, 704, 274]
low-right-dateline: ꯏꯝꯐꯥꯜ, ꯑꯒꯁ꯭ꯠ ꯲꯰ (ꯑꯩꯈꯣꯌꯒꯤ ꯃꯤꯍꯨꯠ) :: [558, 768, 640, 785]
price: ₹ 3.00: [710, 200, 732, 210]
teaser-strip: [8, 98, 736, 194]
mid-story-col-2: ꯂꯃꯥꯏꯗ ꯂꯩꯕ ꯃꯤꯌꯥꯝꯒꯤ ꯊꯧꯔꯝ ꯄꯥꯡꯊꯣꯀꯈꯤ ꯃꯤꯅꯨꯡꯁꯤ ꯂꯩꯕ ꯊꯧꯔꯝ ꯃꯤꯍꯨꯠꯁꯤꯡꯅ ꯋꯥ ꯉꯥꯡꯈꯤ ꯂꯩꯃꯥꯏ ꯃꯤꯌꯥꯝ ꯂꯥꯛꯈꯤ ꯊꯧꯔꯝ ꯄꯥꯡꯊꯣꯀꯈꯤ ꯂꯃꯥꯏꯗ ꯂꯩꯕ ꯃꯤꯌꯥꯝꯒꯤ ꯊꯧꯔꯝ ꯄꯥꯡꯊꯣꯀꯈꯤ ꯃꯤꯅꯨꯡꯁꯤ ꯂꯩꯕ ꯊꯧꯔꯝ ꯃꯤꯍꯨꯠꯁꯤꯡꯅ ꯋꯥ ꯉꯥꯡꯈꯤ ꯂꯩꯃꯥꯏ ꯃꯤꯌꯥꯝ ꯂꯥꯛꯈꯤ ꯊꯧꯔꯝ ꯄꯥꯡꯊꯣꯀꯈꯤ ꯂꯃꯥꯏꯗ ꯂꯩꯕ ꯃꯤꯌꯥꯝꯒꯤ ꯊꯧꯔꯝ ꯄꯥꯡꯊꯣꯀꯈꯤ ꯃꯤꯅꯨꯡꯁꯤ ꯂꯩꯕ ꯊꯧꯔꯝ ꯃꯤꯍꯨꯠꯁꯤꯡꯅ ꯋꯥ ꯉꯥꯡꯈꯤ: [238, 548, 363, 619]
masthead-title: ꯍꯨꯏꯌꯦꯟ ꯂꯥꯟꯄꯥꯎ: [236, 38, 604, 94]
low-right-body-2: ꯁꯤꯡꯍ ꯃꯈꯣꯌ ꯃꯤꯅꯨꯡꯁꯤ ꯂꯩꯃꯥꯏꯊꯣꯛ ꯂꯥꯛꯀꯅꯤ ꯃꯤꯌꯥꯝꯒꯤ ꯊꯧꯔꯝ ꯄꯥꯡꯊꯣꯀꯈꯤ ꯁꯤꯡꯍ ꯃꯈꯣꯌ ꯃꯤꯅꯨꯡꯁꯤ ꯂꯩꯃꯥꯏꯊꯣꯛ ꯂꯥꯛꯀꯅꯤ ꯃꯤꯌꯥꯝꯒꯤ ꯊꯧꯔꯝ ꯄꯥꯡꯊꯣꯀꯈꯤ ꯁꯤꯡꯍ ꯃꯈꯣꯌ ꯃꯤꯅꯨꯡꯁꯤ ꯂꯩꯃꯥꯏꯊꯣꯛ ꯂꯥꯛꯀꯅꯤ ꯃꯤꯌꯥꯝꯒꯤ ꯊꯧꯔꯝ ꯄꯥꯡꯊꯣꯀꯈꯤ ꯁꯤꯡꯍ ꯃꯈꯣꯌ ꯃꯤꯅꯨꯡꯁꯤ ꯂꯩꯃꯥꯏꯊꯣꯛ ꯂꯥꯛꯀꯅꯤ ꯃꯤꯌꯥꯝꯒꯤ ꯊꯧꯔꯝ ꯄꯥꯡꯊꯣꯀꯈꯤ ꯁꯤꯡꯍ ꯃꯈꯣꯌ ꯃꯤꯅꯨꯡꯁꯤ ꯂꯩꯃꯥꯏꯊꯣꯛ ꯂꯥꯛꯀꯅꯤ ꯃꯤꯌꯥꯝꯒꯤ ꯊꯧꯔꯝ ꯄꯥꯡꯊꯣꯀꯈꯤ ꯁꯤꯡꯍ ꯃꯈꯣꯌ ꯃꯤꯅꯨꯡꯁꯤ ꯂꯩꯃꯥꯏꯊꯣꯛ ꯂꯥꯛꯀꯅꯤ ꯃꯤꯌꯥꯝꯒꯤ ꯊꯧꯔꯝ ꯄꯥꯡꯊꯣꯀꯈꯤ ꯁꯤꯡꯍ ꯃꯈꯣꯌ ꯃꯤꯅꯨꯡꯁꯤ ꯂꯩꯃꯥꯏꯊꯣꯛ ꯂꯥꯛꯀꯅꯤ ꯃꯤꯌꯥꯝꯒꯤ ꯊꯧꯔꯝ ꯄꯥꯡꯊꯣꯀꯈꯤ ꯁꯤꯡꯍ ꯃꯈꯣꯌ ꯃꯤꯅꯨꯡꯁꯤ ꯂꯩꯃꯥꯏꯊꯣꯛ ꯂꯥꯛꯀꯅꯤ: [558, 858, 732, 938]
issue-info-bar: [8, 198, 736, 212]
mid-story-continued[interactable]: ... ꯃꯥꯏ ꯲ ꯗ: [310, 718, 344, 726]
logo-name: HUEIYEN: [8, 52, 62, 66]
teaser-4-ref[interactable]: ꯂꯃꯥꯏ ꯲: [553, 153, 578, 162]
lead-photo-banner: 31st MANIPURI LANGUAGE DAY: [158, 316, 308, 323]
low-center-headline-1: ꯃꯤꯌꯥꯝꯒꯤ ꯊꯧꯔꯝ ꯄꯥꯡꯊꯣꯀꯈꯤ: [258, 737, 373, 748]
left-brief-continued[interactable]: ... ꯃꯥꯏ ꯲ ꯗ: [44, 746, 78, 754]
cartoon-box: [8, 1000, 98, 1130]
poll-vote-note[interactable]: Vote thadanabagidamak www.hueiyenlanpao.com da Visit toubiyu: [15, 860, 91, 882]
low-right-body-1: ꯏꯝꯐꯥꯜ, ꯑꯒꯁ꯭ꯠ ꯲꯰ (ꯑꯩꯈꯣꯌꯒꯤ ꯃꯤꯍꯨꯠ) : ꯁꯤꯡꯍ ꯃꯈꯣꯌ ꯃꯤꯅꯨꯡꯁꯤ ꯂꯩꯃꯥꯏꯊꯣꯛ ꯂꯥꯛꯀꯅꯤ ꯃꯤꯌꯥꯝꯒꯤ ꯊꯧꯔꯝ ꯄꯥꯡꯊꯣꯀꯈꯤ ꯁꯤꯡꯍ ꯃꯈꯣꯌ ꯃꯤꯅꯨꯡꯁꯤ ꯂꯩꯃꯥꯏꯊꯣꯛ ꯂꯥꯛꯀꯅꯤ: [558, 768, 653, 812]
logo: [8, 8, 188, 80]
